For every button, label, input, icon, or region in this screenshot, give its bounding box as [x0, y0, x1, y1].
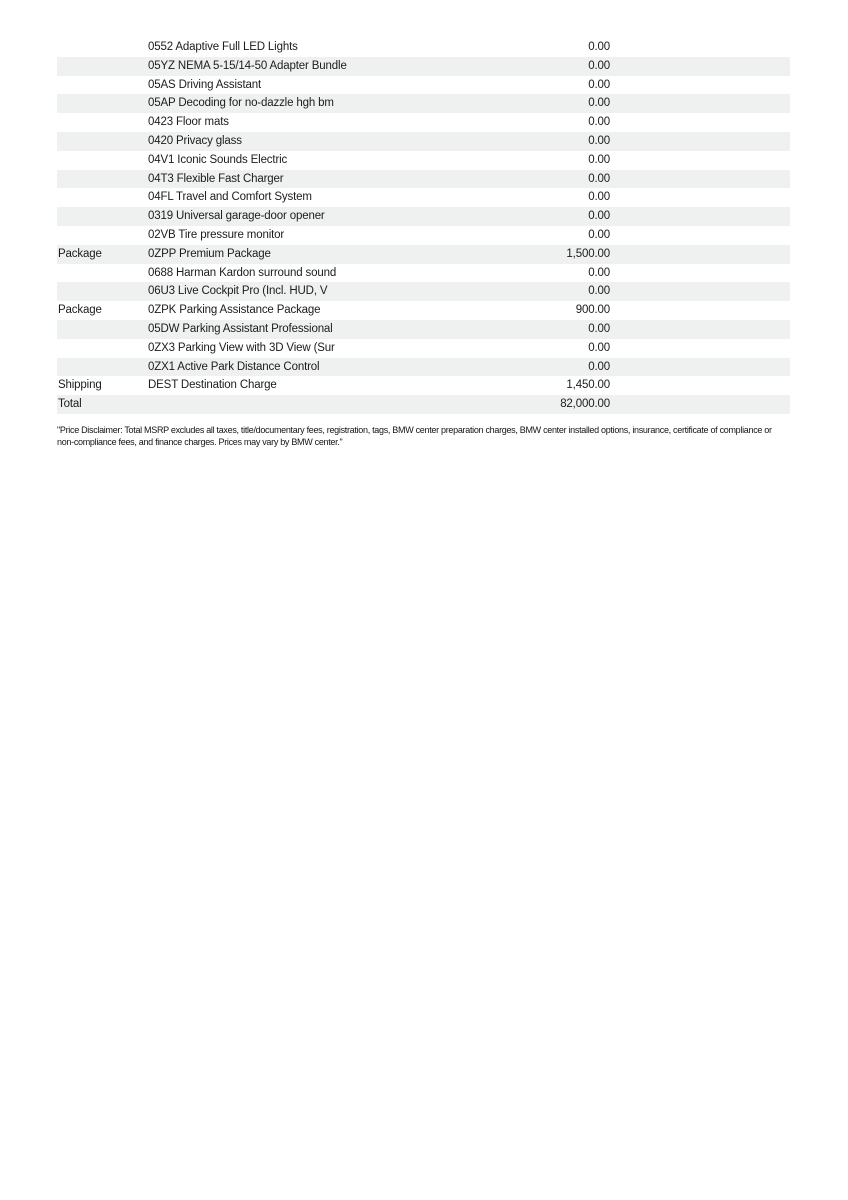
table-row: [57, 132, 790, 151]
row-price-value: 0.00: [588, 116, 610, 129]
table-row: [57, 151, 790, 170]
table-row: [57, 57, 790, 76]
row-price-value: 1,500.00: [566, 247, 610, 260]
row-price-value: 1,450.00: [566, 379, 610, 392]
row-category-label: Shipping: [58, 379, 102, 392]
row-category-label: Package: [58, 247, 102, 260]
table-row: [57, 282, 790, 301]
table-row: [57, 301, 790, 320]
row-price-value: 0.00: [588, 228, 610, 241]
table-row: [57, 226, 790, 245]
row-option-description: 05DW Parking Assistant Professional: [148, 322, 333, 335]
row-price-value: 0.00: [588, 153, 610, 166]
table-row: [57, 76, 790, 95]
row-price-value: 0.00: [588, 191, 610, 204]
table-row: [57, 264, 790, 283]
row-price-value: 82,000.00: [560, 398, 610, 411]
row-option-description: 04FL Travel and Comfort System: [148, 191, 312, 204]
row-option-description: 0319 Universal garage-door opener: [148, 210, 325, 223]
row-option-description: 0ZPP Premium Package: [148, 247, 271, 260]
row-price-value: 0.00: [588, 97, 610, 110]
table-row: [57, 94, 790, 113]
row-price-value: 0.00: [588, 341, 610, 354]
table-row: [57, 339, 790, 358]
row-price-value: 0.00: [588, 59, 610, 72]
vehicle-options-table: [57, 38, 790, 414]
row-category-label: Package: [58, 304, 102, 317]
row-option-description: 0420 Privacy glass: [148, 134, 242, 147]
table-row: [57, 207, 790, 226]
row-price-value: 0.00: [588, 360, 610, 373]
row-option-description: 0423 Floor mats: [148, 116, 229, 129]
table-row: [57, 395, 790, 414]
row-price-value: 0.00: [588, 210, 610, 223]
table-row: [57, 38, 790, 57]
row-price-value: 0.00: [588, 322, 610, 335]
row-option-description: 0ZX1 Active Park Distance Control: [148, 360, 320, 373]
row-option-description: 05YZ NEMA 5-15/14-50 Adapter Bundle: [148, 59, 347, 72]
row-price-value: 0.00: [588, 78, 610, 91]
row-price-value: 900.00: [575, 304, 610, 317]
table-row: [57, 113, 790, 132]
row-category-label: Total: [58, 398, 82, 411]
row-option-description: DEST Destination Charge: [148, 379, 277, 392]
row-option-description: 0552 Adaptive Full LED Lights: [148, 41, 298, 53]
row-price-value: 0.00: [588, 266, 610, 279]
row-option-description: 02VB Tire pressure monitor: [148, 228, 285, 241]
table-row: [57, 170, 790, 189]
row-option-description: 06U3 Live Cockpit Pro (Incl. HUD, V: [148, 285, 328, 298]
row-option-description: 05AS Driving Assistant: [148, 78, 262, 91]
table-row: [57, 245, 790, 264]
table-row: [57, 358, 790, 377]
row-option-description: 04V1 Iconic Sounds Electric: [148, 153, 288, 166]
row-price-value: 0.00: [588, 172, 610, 185]
price-disclaimer-text: "Price Disclaimer: Total MSRP excludes all taxes, title/documentary fees, registration, tags, BMW center preparation charges, BMW center installed options, insurance, certificate of compliance or non-compliance fees, and finance charges. Prices may vary by BMW center.": [57, 425, 772, 447]
row-option-description: 04T3 Flexible Fast Charger: [148, 172, 284, 185]
row-price-value: 0.00: [588, 41, 610, 53]
row-option-description: 0ZPK Parking Assistance Package: [148, 304, 321, 317]
table-row: [57, 376, 790, 395]
row-option-description: 05AP Decoding for no-dazzle hgh bm: [148, 97, 334, 110]
row-option-description: 0ZX3 Parking View with 3D View (Sur: [148, 341, 335, 354]
row-price-value: 0.00: [588, 285, 610, 298]
row-price-value: 0.00: [588, 134, 610, 147]
table-row: [57, 188, 790, 207]
table-row: [57, 320, 790, 339]
row-option-description: 0688 Harman Kardon surround sound: [148, 266, 337, 279]
